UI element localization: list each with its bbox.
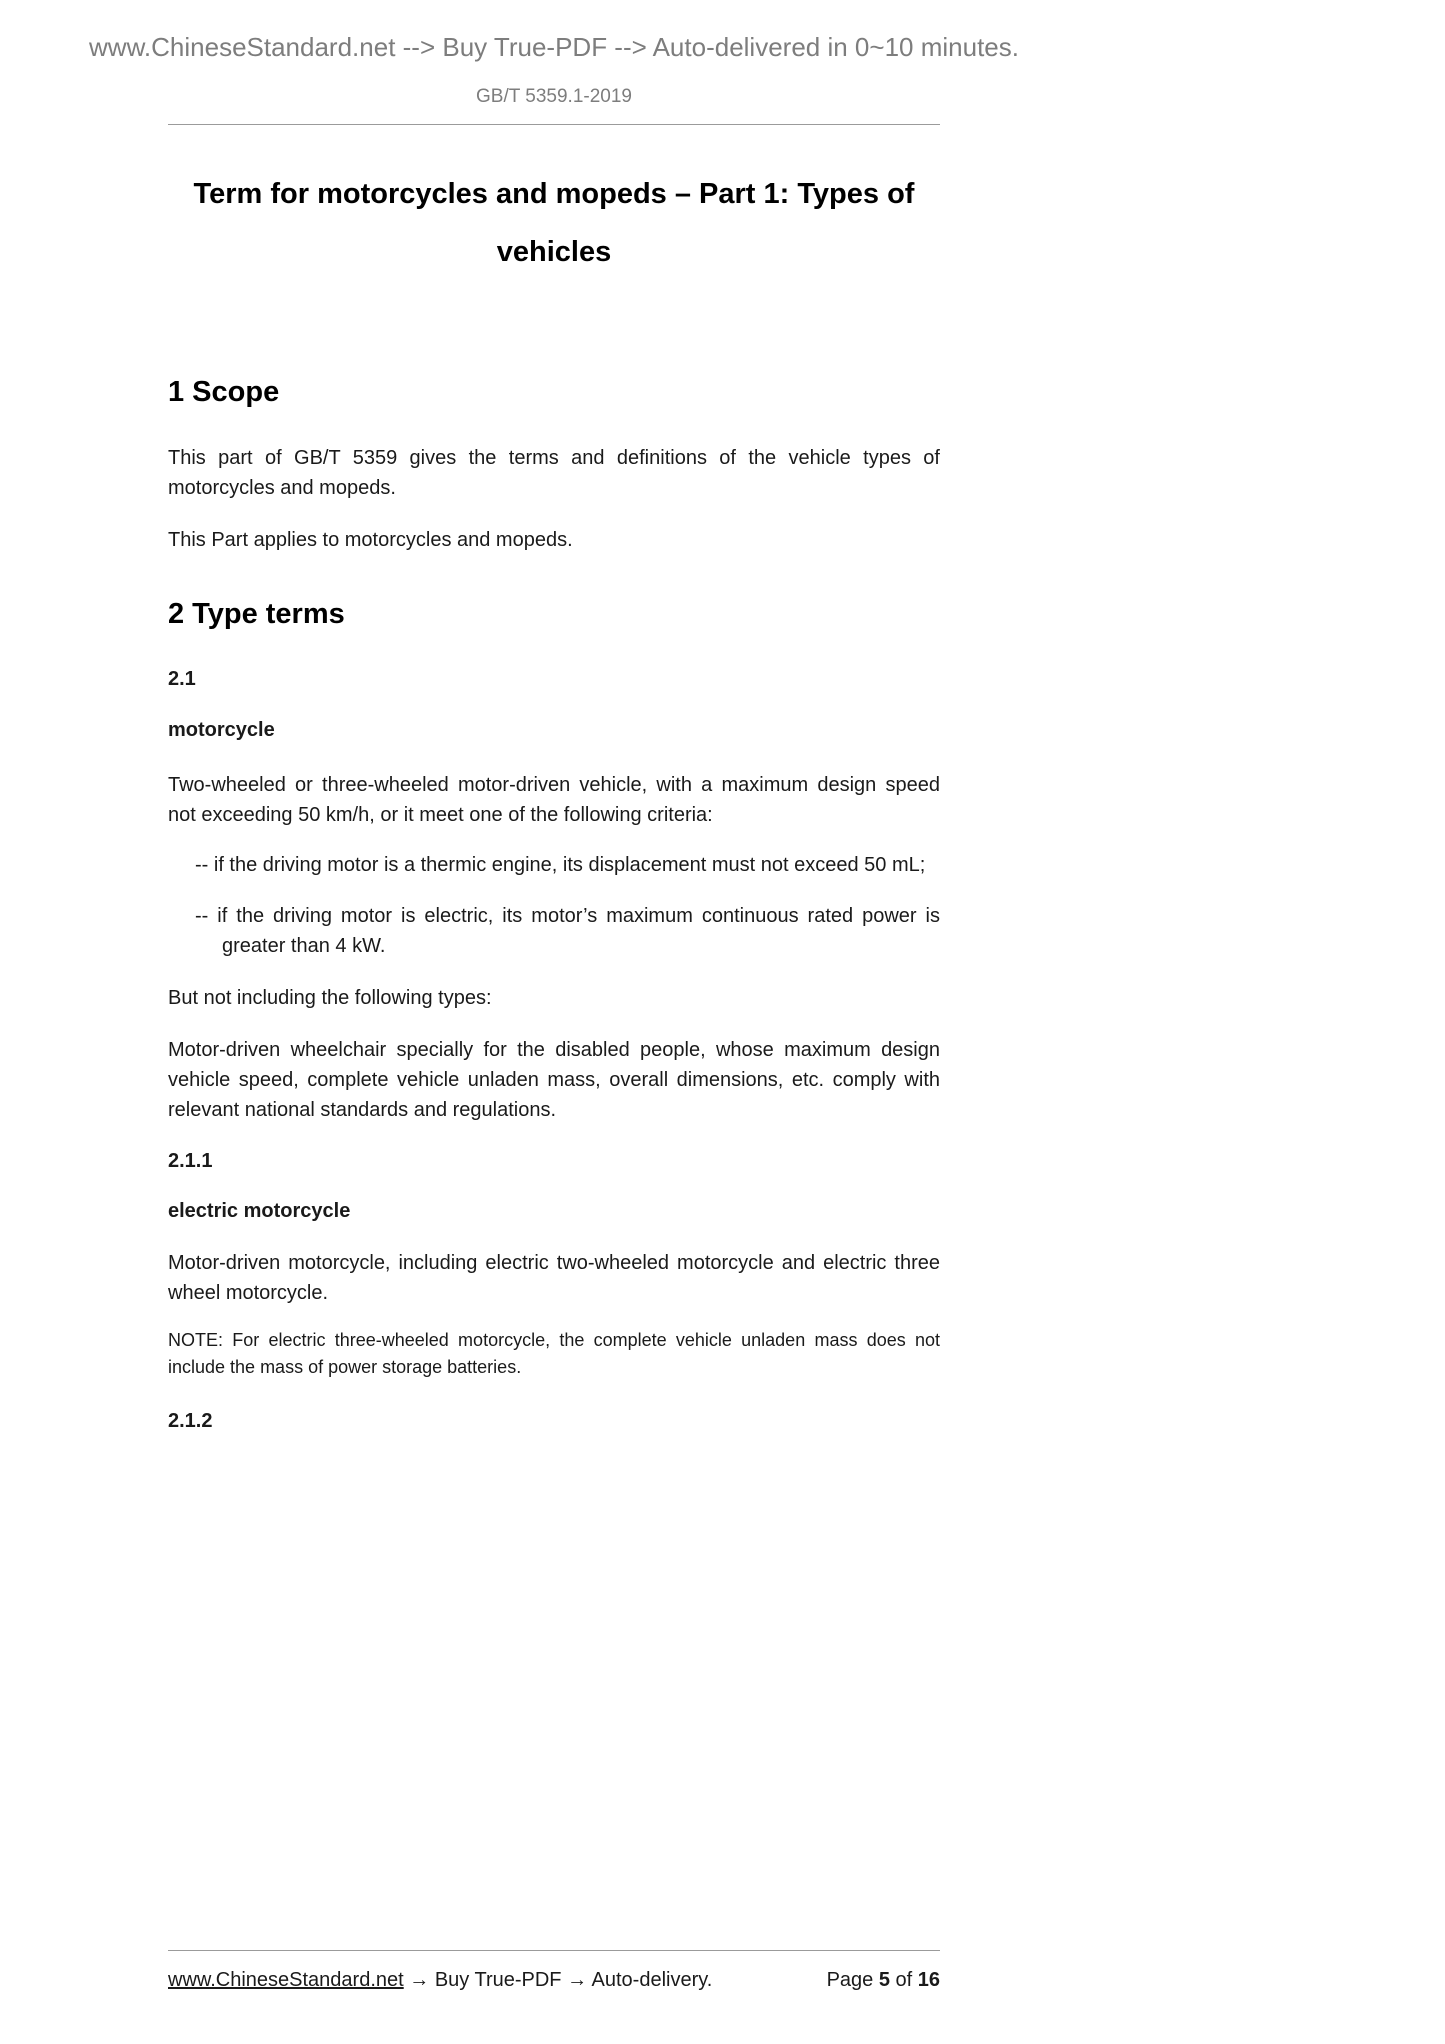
scope-paragraph-2: This Part applies to motorcycles and mopeds. (168, 529, 573, 551)
term-2-1-criterion-2: -- if the driving motor is electric, its motor’s maximum continuous rated power is greater than 4 kW. (195, 905, 940, 957)
page-of-label: of (889, 1969, 918, 1991)
page-total: 16 (917, 1969, 940, 1991)
document-title: Term for motorcycles and mopeds – Part 1: Types of vehicles (193, 178, 915, 268)
scope-heading: 1 Scope (168, 376, 280, 408)
term-name-electric-motorcycle: electric motorcycle (168, 1200, 351, 1222)
header-divider (168, 124, 940, 125)
page-label: Page (826, 1969, 879, 1991)
standard-number: GB/T 5359.1-2019 (476, 86, 632, 107)
term-name-motorcycle: motorcycle (168, 719, 275, 741)
document-body (168, 165, 940, 1434)
term-number-2-1-2: 2.1.2 (168, 1410, 213, 1432)
page-current: 5 (878, 1969, 890, 1991)
scope-paragraph-1: This part of GB/T 5359 gives the terms and definitions of the vehicle types of motorcycles and mopeds. (168, 447, 940, 499)
footer-tagline (168, 1968, 712, 1992)
top-banner: www.ChineseStandard.net --> Buy True-PDF --> Auto-delivered in 0~10 minutes. (89, 32, 1019, 62)
footer-divider (168, 1950, 940, 1951)
term-2-1-exclusion: Motor-driven wheelchair specially for the disabled people, whose maximum design vehicle speed, complete vehicle unladen mass, overall dimensions, etc. comply with relevant national standards and regulations. (168, 1039, 940, 1121)
footer-tagline-text: → Buy True-PDF → Auto-delivery. (403, 1969, 713, 1991)
term-2-1-exclusion-intro: But not including the following types: (168, 987, 492, 1009)
page-footer (0, 1950, 1108, 1992)
footer-site-link[interactable]: www.ChineseStandard.net (168, 1969, 404, 1991)
page-indicator (827, 1968, 940, 1992)
term-2-1-criterion-1: -- if the driving motor is a thermic engine, its displacement must not exceed 50 mL; (195, 854, 926, 876)
term-number-2-1-1: 2.1.1 (168, 1150, 213, 1172)
term-2-1-1-definition: Motor-driven motorcycle, including electric two-wheeled motorcycle and electric three wheel motorcycle. (168, 1252, 940, 1304)
term-2-1-1-note: NOTE: For electric three-wheeled motorcycle, the complete vehicle unladen mass does not include the mass of power storage batteries. (168, 1330, 940, 1377)
term-2-1-definition: Two-wheeled or three-wheeled motor-driven vehicle, with a maximum design speed not exceeding 50 km/h, or it meet one of the following criteria: (168, 774, 940, 826)
term-number-2-1: 2.1 (168, 668, 196, 690)
type-terms-heading: 2 Type terms (168, 598, 345, 630)
